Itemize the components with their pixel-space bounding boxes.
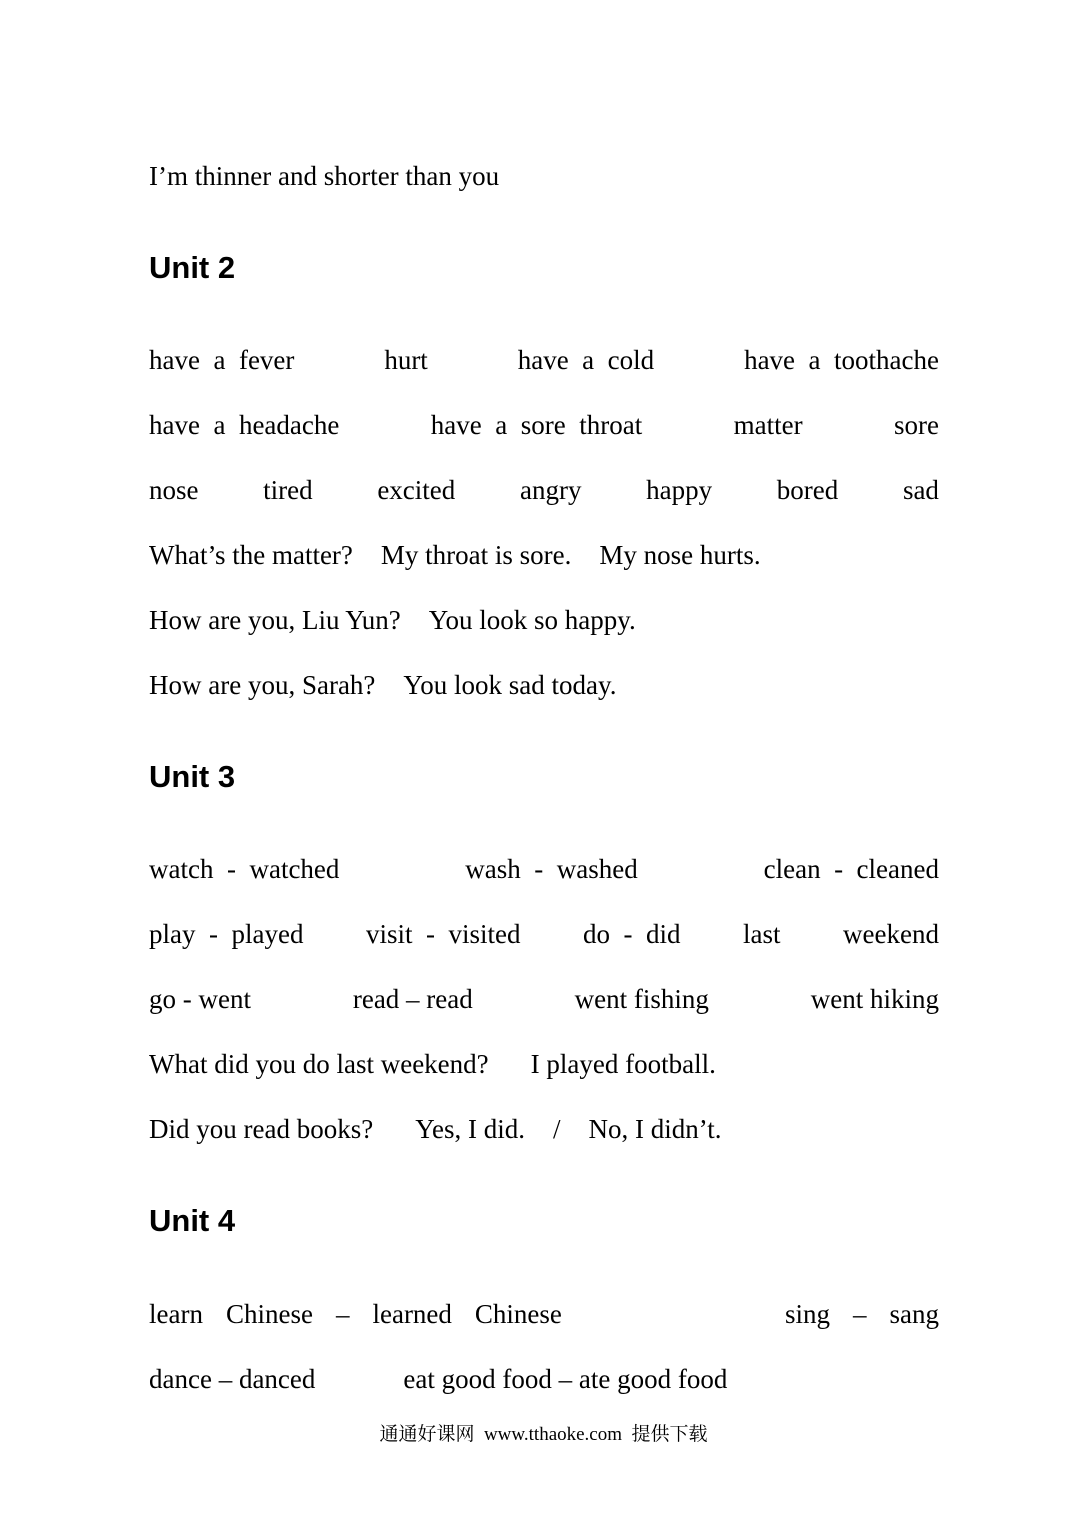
vocab-item: watch - watched [149, 854, 340, 884]
vocab-item: play - played [149, 919, 304, 949]
sentence-part: How are you, Liu Yun? [149, 605, 401, 635]
vocab-item: read – read [352, 984, 473, 1014]
footer-text: 通通好课网 www.tthaoke.com 提供下载 [379, 1424, 708, 1445]
vocab-item: sang [889, 1299, 939, 1329]
vocab-item: happy [646, 475, 713, 505]
sentence-part: My throat is sore. [380, 540, 572, 570]
vocab-item: dance – danced [149, 1364, 316, 1394]
vocab-item: eat good food – ate good food [403, 1364, 728, 1394]
unit-4-vocab-row-1 [149, 1298, 939, 1330]
unit-3-heading: Unit 3 [149, 759, 236, 794]
vocab-item: visit - visited [365, 919, 521, 949]
sentence-part: No, I didn’t. [588, 1114, 722, 1144]
sentence-part: / [552, 1114, 561, 1144]
unit-2-heading: Unit 2 [149, 250, 236, 285]
unit-2-vocab-row-2 [149, 409, 939, 441]
unit-2-sentence-2 [149, 604, 939, 636]
vocab-item: hurt [384, 345, 428, 375]
sentence-part: How are you, Sarah? [149, 670, 376, 700]
vocab-item: sad [902, 475, 939, 505]
unit-3-vocab-row-3 [149, 983, 939, 1015]
sentence-part: What did you do last weekend? [149, 1049, 489, 1079]
vocab-item: go - went [149, 984, 251, 1014]
vocab-item: have a headache [149, 410, 340, 440]
vocab-item: – [853, 1299, 867, 1329]
sentence-part: You look sad today. [403, 670, 617, 700]
vocab-item: have a cold [517, 345, 655, 375]
vocab-item: wash - washed [465, 854, 638, 884]
vocab-item: clean - cleaned [763, 854, 939, 884]
page-footer [0, 1422, 1087, 1448]
unit-4-vocab-row-2 [149, 1363, 939, 1395]
intro-line [149, 160, 939, 192]
vocab-item: Chinese [225, 1299, 313, 1329]
vocab-item: have a fever [149, 345, 295, 375]
vocab-item: tired [263, 475, 313, 505]
unit-2-sentence-1 [149, 539, 939, 571]
unit-2-vocab-row-3 [149, 474, 939, 506]
unit-2-sentence-3 [149, 669, 939, 701]
vocab-item: learned [372, 1299, 452, 1329]
vocab-item: weekend [843, 919, 939, 949]
unit-3-sentence-2 [149, 1113, 939, 1145]
vocab-item: nose [149, 475, 199, 505]
unit-3-vocab-row-1 [149, 853, 939, 885]
vocab-item: Chinese [474, 1299, 562, 1329]
unit-2-vocab-row-1 [149, 344, 939, 376]
vocab-item: have a toothache [744, 345, 939, 375]
sentence-part: Did you read books? [149, 1114, 374, 1144]
intro-text: I’m thinner and shorter than you [149, 161, 500, 191]
vocab-item: do - did [582, 919, 681, 949]
vocab-item: excited [377, 475, 456, 505]
sentence-part: Yes, I did. [415, 1114, 525, 1144]
vocab-item: sing [784, 1299, 830, 1329]
sentence-part: What’s the matter? [149, 540, 353, 570]
vocab-item: learn [149, 1299, 203, 1329]
vocab-item: have a sore throat [430, 410, 643, 440]
unit-3-sentence-1 [149, 1048, 939, 1080]
vocab-item: went hiking [810, 984, 939, 1014]
vocab-item: matter [733, 410, 803, 440]
sentence-part: My nose hurts. [599, 540, 761, 570]
vocab-item: last [743, 919, 781, 949]
vocab-item: angry [519, 475, 582, 505]
sentence-part: I played football. [530, 1049, 716, 1079]
vocab-item: – [335, 1299, 350, 1329]
vocab-item: bored [776, 475, 839, 505]
unit-4-heading: Unit 4 [149, 1203, 236, 1238]
vocab-item: sore [893, 410, 939, 440]
unit-3-vocab-row-2 [149, 918, 939, 950]
vocab-item: went fishing [574, 984, 709, 1014]
vocab-item-group [785, 1298, 939, 1330]
sentence-part: You look so happy. [428, 605, 636, 635]
